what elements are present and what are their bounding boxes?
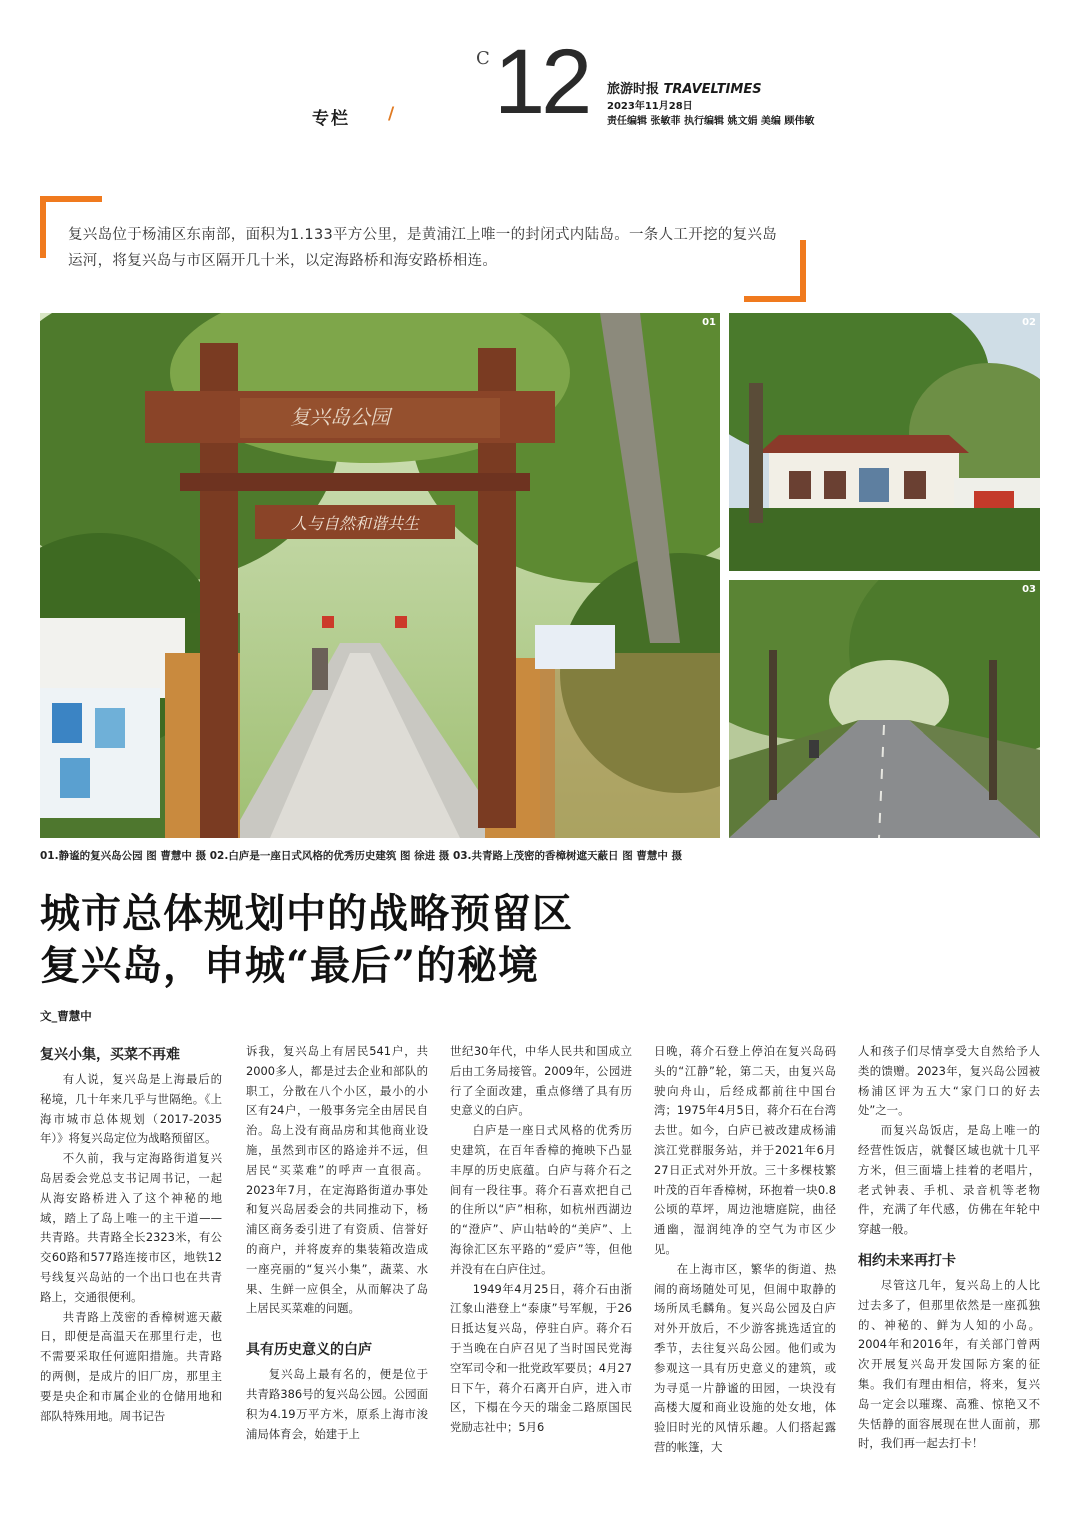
photo-number-03: 03 — [1022, 584, 1036, 595]
paper-name — [607, 78, 762, 97]
paragraph: 白庐是一座日式风格的优秀历史建筑，在百年香樟的掩映下凸显丰厚的历史底蕴。白庐与蒋介石之间有一段往事。蒋介石喜欢把自己的住所以“庐”相称，如杭州西湖边的“澄庐”、庐山牯岭的“美庐”、上海徐汇区东平路的“爱庐”等，但他并没有在白庐住过。 — [450, 1123, 632, 1276]
section-slash: / — [388, 104, 395, 124]
article-column-1 — [40, 1042, 222, 1426]
paragraph: 日晚，蒋介石登上停泊在复兴岛码头的“江静”轮，第二天，由复兴岛驶向舟山，后经成都前往中国台湾；1975年4月5日，蒋介石在台湾去世。如今，白庐已被改建成杨浦滨江党群服务站，并于2021年6月27日正式对外开放。三十多棵枝繁叶茂的百年香樟树，环抱着一块0.8公顷的草坪，周边池塘庭院，曲径通幽，湿润纯净的空气为市区少见。 — [654, 1044, 836, 1256]
paper-editors: 责任编辑 张敏菲 执行编辑 姚文娟 美编 顾伟敏 — [607, 116, 815, 127]
gate-sign-text: 复兴岛公园 — [290, 405, 390, 429]
paragraph: 而复兴岛饭店，是岛上唯一的经营性饭店，就餐区域也就十几平方米，但三面墙上挂着的老唱片，老式钟表、手机、录音机等老物件，充满了年代感，仿佛在年轮中穿越一般。 — [858, 1123, 1040, 1237]
article-column-3 — [450, 1042, 632, 1438]
subheading-bailu: 具有历史意义的白庐 — [246, 1342, 372, 1359]
headline — [40, 888, 573, 992]
paper-date: 2023年11月28日 — [607, 101, 693, 112]
photo-caption: 01.静谧的复兴岛公园 图 曹慧中 摄 02.白庐是一座日式风格的优秀历史建筑 图 徐进 摄 03.共青路上茂密的香樟树遮天蔽日 图 曹慧中 摄 — [40, 850, 683, 862]
paragraph: 在上海市区，繁华的街道、热闹的商场随处可见，但闹中取静的场所凤毛麟角。复兴岛公园及白庐对外开放后，不少游客挑选适宜的季节，去往复兴岛公园。他们或为参观这一具有历史意义的建筑，或为寻觅一片静谧的田园，一块没有高楼大厦和商业设施的处女地，体验旧时光的风情乐趣。人们搭起露营的帐篷，大 — [654, 1261, 836, 1454]
paper-name-cn: 旅游时报 — [607, 82, 660, 97]
paragraph: 尽管这几年，复兴岛上的人比过去多了，但那里依然是一座孤独的、神秘的、鲜为人知的小岛。2004年和2016年，有关部门曾两次开展复兴岛开发国际方案的征集。我们有理由相信，将来，复兴岛一定会以璀璨、高雅、惊艳又不失恬静的面容展现在世人面前，那时，我们再一起去打卡！ — [858, 1277, 1040, 1451]
article-column-4 — [654, 1042, 836, 1458]
photo-number-02: 02 — [1022, 317, 1036, 328]
subheading-market: 复兴小集，买菜不再难 — [40, 1047, 180, 1063]
paragraph: 有人说，复兴岛是上海最后的秘境，几十年来几乎与世隔绝。《上海市城市总体规划（2017-2035年）》将复兴岛定位为战略预留区。 — [40, 1072, 222, 1146]
paragraph: 复兴岛上最有名的，便是位于共青路386号的复兴岛公园。公园面积为4.19万平方米，原系上海市浚浦局体育会，始建于上 — [246, 1367, 428, 1441]
section-label: 专栏 — [312, 109, 350, 129]
page-number: 12 — [494, 31, 589, 133]
article-column-2 — [246, 1042, 428, 1444]
paragraph: 1949年4月25日，蒋介石由浙江象山港登上“泰康”号军舰，于26日抵达复兴岛，停驻白庐。蒋介石于当晚在白庐召见了当时国民党海空军司令和一批党政军要员；4月27日下午，蒋介石离开白庐，进入市区，下榻在今天的瑞金二路原国民党励志社中；5月6 — [450, 1281, 632, 1435]
photo-park-gate — [40, 313, 720, 838]
page-letter: C — [476, 48, 490, 69]
paragraph: 共青路上茂密的香樟树遮天蔽日，即便是高温天在那里行走，也不需要采取任何遮阳措施。共青路的两侧，是成片的旧厂房，那里主要是央企和市属企业的仓储用地和部队特殊用地。周书记告 — [40, 1309, 222, 1423]
intro-text: 复兴岛位于杨浦区东南部，面积为1.133平方公里，是黄浦江上唯一的封闭式内陆岛。一条人工开挖的复兴岛运河，将复兴岛与市区隔开几十米，以定海路桥和海安路桥相连。 — [68, 227, 778, 269]
photo-gongqing-road — [729, 580, 1040, 838]
paragraph: 世纪30年代，中华人民共和国成立后由工务局接管。2009年，公园进行了全面改建，重点修缮了具有历史意义的白庐。 — [450, 1044, 632, 1118]
paragraph: 不久前，我与定海路街道复兴岛居委会党总支书记周书记，一起从海安路桥进入了这个神秘的地域，踏上了岛上唯一的主干道——共青路。共青路全长2323米，有公交60路和577路连接市区，地铁12号线复兴岛站的一个出口也在共青路上，交通很便利。 — [40, 1151, 222, 1304]
headline-line-1: 城市总体规划中的战略预留区 — [40, 890, 573, 937]
paragraph: 诉我，复兴岛上有居民541户，共2000多人，都是过去企业和部队的职工，分散在八个小区，最小的小区有24户，一般事务完全由居民自治。岛上没有商品房和其他商业设施，虽然到市区的路途并不远，但居民“买菜难”的呼声一直很高。2023年7月，在定海路街道办事处和复兴岛居委会的共同推动下，杨浦区商务委引进了有资质、信誉好的商户，并将废弃的集装箱改造成一座亮丽的“复兴小集”，蔬菜、水果、生鲜一应俱全，从而解决了岛上居民买菜难的问题。 — [246, 1044, 428, 1316]
gate-banner-text: 人与自然和谐共生 — [290, 514, 420, 533]
photo-bailu-building — [729, 313, 1040, 571]
subheading-future: 相约未来再打卡 — [858, 1252, 956, 1269]
article-column-5 — [858, 1042, 1040, 1454]
byline: 文_曹慧中 — [40, 1009, 92, 1023]
headline-line-2: 复兴岛，申城“最后”的秘境 — [40, 942, 540, 989]
photo-number-01: 01 — [702, 317, 716, 328]
paragraph: 人和孩子们尽情享受大自然给予人类的馈赠。2023年，复兴岛公园被杨浦区评为五大“家门口的好去处”之一。 — [858, 1044, 1040, 1118]
paper-name-en: TRAVELTIMES — [663, 82, 762, 97]
